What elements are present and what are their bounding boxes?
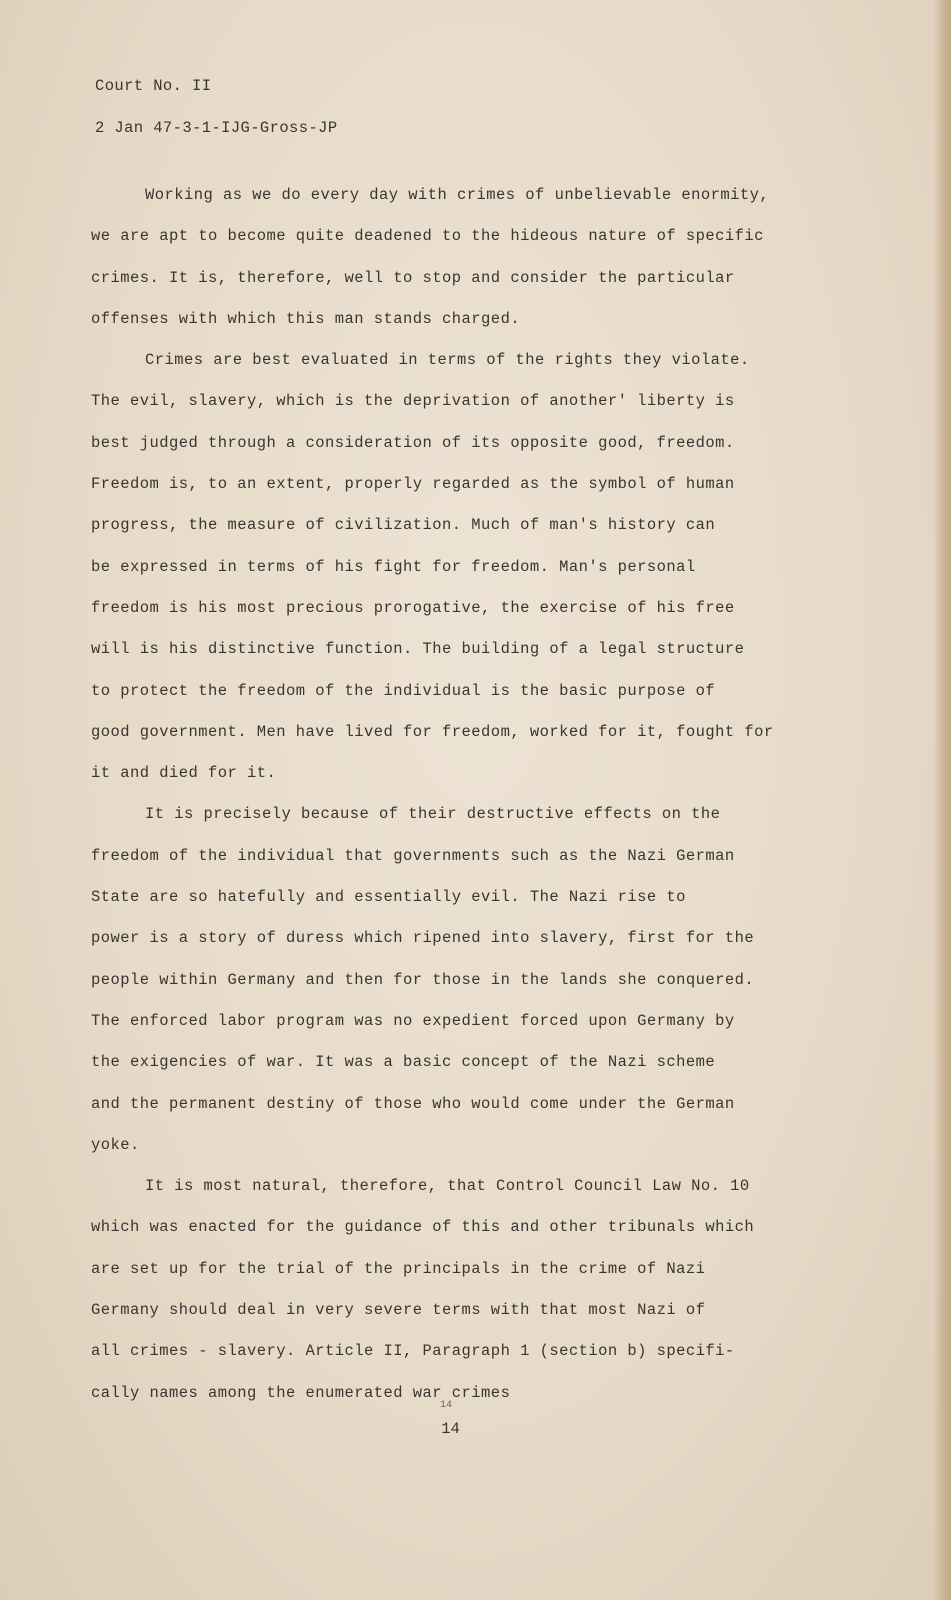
- text-line: State are so hatefully and essentially evil. The Nazi rise to: [91, 888, 686, 907]
- text-line: Crimes are best evaluated in terms of the rights they violate.: [145, 351, 750, 370]
- text-line: yoke.: [91, 1135, 140, 1154]
- text-line: progress, the measure of civilization. Much of man's history can: [91, 516, 716, 535]
- page-number: 14: [441, 1420, 460, 1438]
- text-line: It is precisely because of their destructive effects on the: [145, 805, 721, 824]
- text-line: will is his distinctive function. The building of a legal structure: [91, 640, 745, 659]
- page-mark: 14: [440, 1400, 453, 1411]
- text-line: good government. Men have lived for freedom, worked for it, fought for: [91, 722, 774, 741]
- text-line: crimes. It is, therefore, well to stop and consider the particular: [91, 268, 735, 287]
- text-line: are set up for the trial of the principals in the crime of Nazi: [91, 1259, 706, 1278]
- text-line: which was enacted for the guidance of this and other tribunals which: [91, 1218, 755, 1237]
- text-line: power is a story of duress which ripened into slavery, first for the: [91, 929, 755, 948]
- text-line: we are apt to become quite deadened to the hideous nature of specific: [91, 227, 764, 246]
- text-line: offenses with which this man stands charged.: [91, 309, 521, 328]
- text-line: It is most natural, therefore, that Control Council Law No. 10: [145, 1177, 750, 1196]
- paper-edge: [933, 0, 951, 1600]
- document-body: [91, 175, 811, 1414]
- text-line: and the permanent destiny of those who would come under the German: [91, 1094, 735, 1113]
- document-id: 2 Jan 47-3-1-IJG-Gross-JP: [95, 119, 338, 137]
- text-line: to protect the freedom of the individual is the basic purpose of: [91, 681, 716, 700]
- text-line: Germany should deal in very severe terms with that most Nazi of: [91, 1301, 706, 1320]
- text-line: The evil, slavery, which is the deprivation of another' liberty is: [91, 392, 735, 411]
- court-label: Court No. II: [95, 77, 212, 95]
- text-line: cally names among the enumerated war crimes: [91, 1383, 511, 1402]
- text-line: The enforced labor program was no expedient forced upon Germany by: [91, 1011, 735, 1030]
- text-line: Working as we do every day with crimes of unbelievable enormity,: [145, 186, 770, 204]
- text-line: freedom of the individual that governments such as the Nazi German: [91, 846, 735, 865]
- text-line: best judged through a consideration of its opposite good, freedom.: [91, 433, 735, 452]
- text-line: the exigencies of war. It was a basic concept of the Nazi scheme: [91, 1053, 716, 1072]
- text-line: be expressed in terms of his fight for freedom. Man's personal: [91, 557, 696, 576]
- text-line: it and died for it.: [91, 764, 277, 783]
- text-line: Freedom is, to an extent, properly regarded as the symbol of human: [91, 475, 735, 494]
- text-line: all crimes - slavery. Article II, Paragraph 1 (section b) specifi-: [91, 1342, 735, 1361]
- text-line: people within Germany and then for those in the lands she conquered.: [91, 970, 755, 989]
- text-line: freedom is his most precious prorogative, the exercise of his free: [91, 598, 735, 617]
